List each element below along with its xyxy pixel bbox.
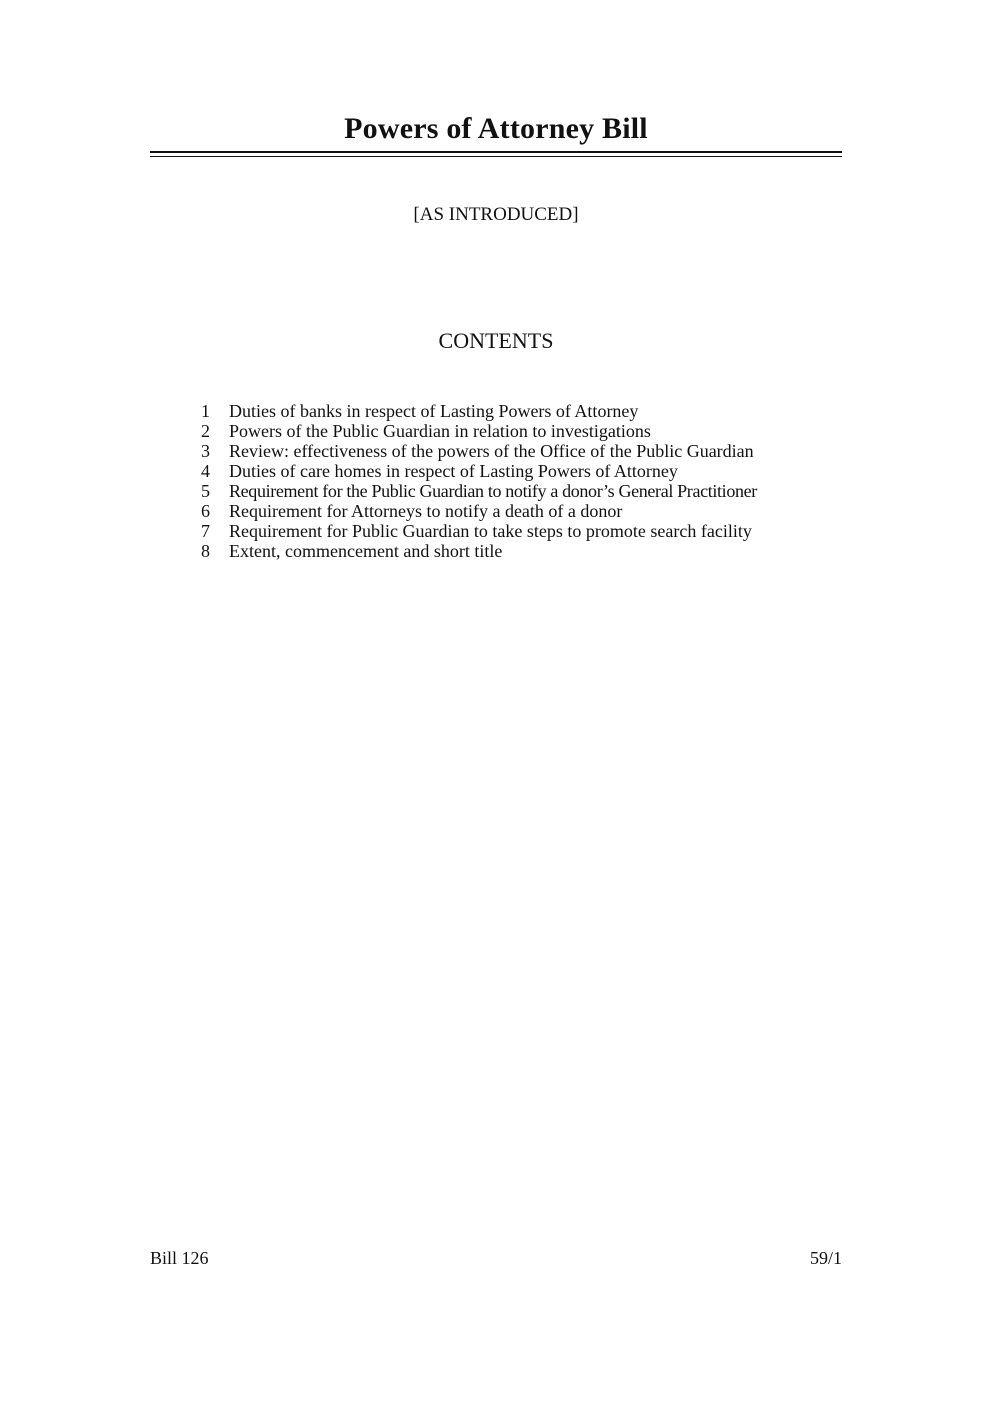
clause-title: Requirement for Attorneys to notify a death of a donor [229,501,623,521]
clause-title: Powers of the Public Guardian in relation to investigations [229,421,651,441]
bill-title: Powers of Attorney Bill [344,112,648,145]
clause-title: Review: effectiveness of the powers of the Office of the Public Guardian [229,441,754,461]
clause-title: Duties of banks in respect of Lasting Powers of Attorney [229,401,639,421]
contents-heading: CONTENTS [438,328,554,353]
clause-number: 6 [201,501,210,521]
contents-item[interactable] [190,441,850,461]
clause-number: 1 [201,401,210,421]
contents-item[interactable] [190,421,850,441]
contents-item[interactable] [190,501,850,521]
clause-number: 5 [201,481,210,501]
clause-number: 8 [201,541,210,561]
clause-number: 2 [201,421,210,441]
clause-title: Duties of care homes in respect of Lasting Powers of Attorney [229,461,678,481]
title-double-rule [150,151,842,157]
clause-title: Requirement for Public Guardian to take steps to promote search facility [229,521,752,541]
contents-item[interactable] [190,401,850,421]
contents-list [190,401,850,561]
clause-title: Extent, commencement and short title [229,541,503,561]
clause-number: 3 [201,441,210,461]
clause-number: 4 [201,461,210,481]
contents-item[interactable] [190,461,850,481]
bill-number: Bill 126 [150,1248,209,1268]
contents-item[interactable] [190,521,850,541]
bill-stage: [AS INTRODUCED] [413,204,579,225]
session-reference: 59/1 [809,1248,842,1268]
contents-item[interactable] [190,541,850,561]
clause-number: 7 [201,521,210,541]
contents-item[interactable] [190,481,850,501]
clause-title: Requirement for the Public Guardian to notify a donor’s General Practitioner [229,481,757,501]
